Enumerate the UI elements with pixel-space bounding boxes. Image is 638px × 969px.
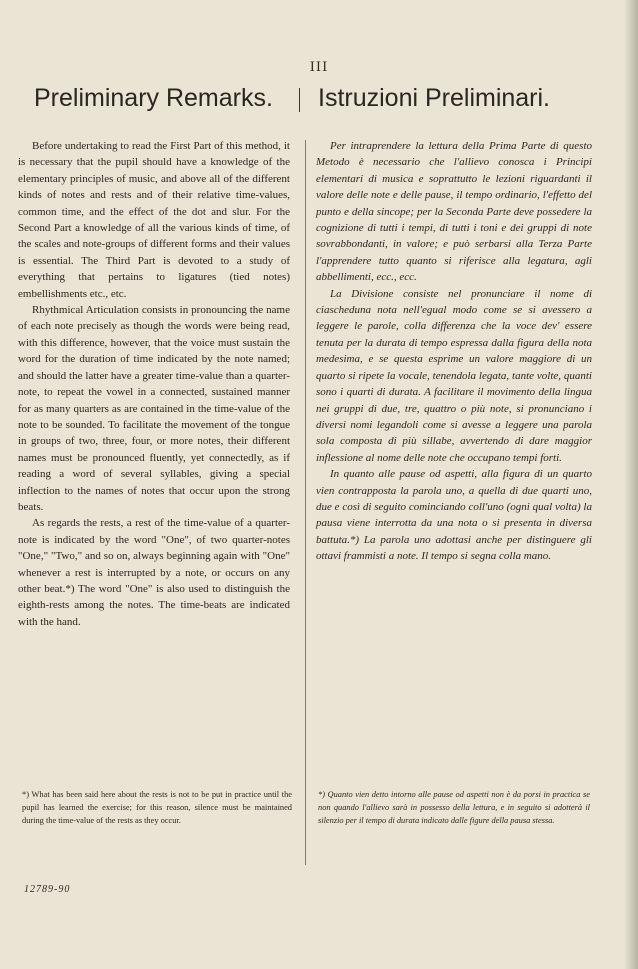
heading-divider bbox=[299, 88, 300, 112]
italian-paragraph-3: In quanto alle pause od aspetti, alla figura di un quarto vien contrapposta la parola uno, a quella di due quarti uno, due e così di seguito cominciando coll'uno (ogni qual volta) la pausa viene interrotta da una nota o si presenta in diversa battuta.*) La parola uno adottasi anche per distinguere gli ottavi frammisti a note. Il tempo si segna colla mano. bbox=[316, 468, 592, 563]
italian-footnote: *) Quanto vien detto intorno alle pause od aspetti non è da porsi in practica se non quando l'allievo sarà in possesso della lettura, e in seguito si adotterà il silenzio per il tempo di durata indicato dalle figure della pausa stessa. bbox=[318, 790, 590, 825]
english-paragraph-2: Rhythmical Articulation consists in pronouncing the name of each note precisely as though the words were being read, with this difference, however, that the voice must sustain the word for the duration of time indicated by the note named; and should the latter have a greater time-value than a quarter-note, to repeat the vowel in a connected, sustained manner for as many quarters as are contained in the time-value of the note to be sounded. To facilitate the movement of the tongue in groups of two, three, four, or more notes, their different names must be pronounced fluently, yet connectedly, as if reading a word of several syllables, giving a special inflection to the names of notes that occur upon the strong beats. bbox=[18, 304, 290, 513]
italian-paragraph-1: Per intraprendere la lettura della Prima Parte di questo Metodo è necessario che l'allievo conosca i Principi elementari di musica e soprattutto le lezioni riguardanti il valore delle note e delle pause, il tempo ordinario, l'effetto del punto e della sincope; per la Seconda Parte deve possedere la cognizione di tutti i tempi, di tutti i toni e dei gruppi di note sovrabbondanti, in valore; e può serbarsi alla Terza Parte l'apprendere tutto quanto si riferisce alla legatura, agli abbellimenti, ecc., ecc. bbox=[316, 140, 592, 284]
italian-column bbox=[316, 138, 592, 565]
catalog-number: 12789-90 bbox=[24, 884, 71, 895]
page-number: III bbox=[309, 60, 329, 75]
heading-italian: Istruzioni Preliminari. bbox=[318, 84, 551, 112]
heading-english: Preliminary Remarks. bbox=[34, 84, 273, 112]
english-column bbox=[18, 138, 290, 630]
english-paragraph-3: As regards the rests, a rest of the time-value of a quarter-note is indicated by the word "One", of two quarter-notes "One," "Two," and so on, always beginning again with "One" whenever a rest is interrupted by a note, or occurs on any other beat.*) The word "One" is also used to distinguish the eighth-rests among the notes. The time-beats are indicated with the hand. bbox=[18, 517, 290, 628]
english-paragraph-1: Before undertaking to read the First Part of this method, it is necessary that the pupil should have a knowledge of the elementary principles of music, and above all of the different kinds of notes and rests and of their relative time-values, common time, and the effect of the dot and slur. For the Second Part a knowledge of all the various kinds of time, of the scales and note-groups of different forms and their values is essential. The Third Part is devoted to a study of everything that pertains to ligatures (tied notes) embellishments etc., etc. bbox=[18, 140, 290, 300]
page-edge-shadow bbox=[624, 0, 638, 969]
english-footnote: *) What has been said here about the rests is not to be put in practice until the pupil has learned the exercise; for this reason, silence must be maintained during the time-value of the rests as they occur. bbox=[22, 790, 292, 825]
column-divider bbox=[305, 140, 306, 865]
italian-paragraph-2: La Divisione consiste nel pronunciare il nome di ciascheduna nota nell'egual modo come se si avessero a leggere le parole, colla differenza che la voce dev' essere tenuta per la durata di tempo espressa dalla figura della nota medesima, e se questa esprime un valore maggiore di un quarto si ripete la vocale, tenendola legata, tante volte, quanti sono i quarti di durata. A facilitare il movimento della lingua nei gruppi di due, tre, quattro o più note, si pronunciano i diversi nomi legandoli come si avesse a leggere una parola sola composta di più sillabe, avvertendo di dare maggior inflessione al nome delle note che occupano tempi forti. bbox=[316, 287, 592, 464]
